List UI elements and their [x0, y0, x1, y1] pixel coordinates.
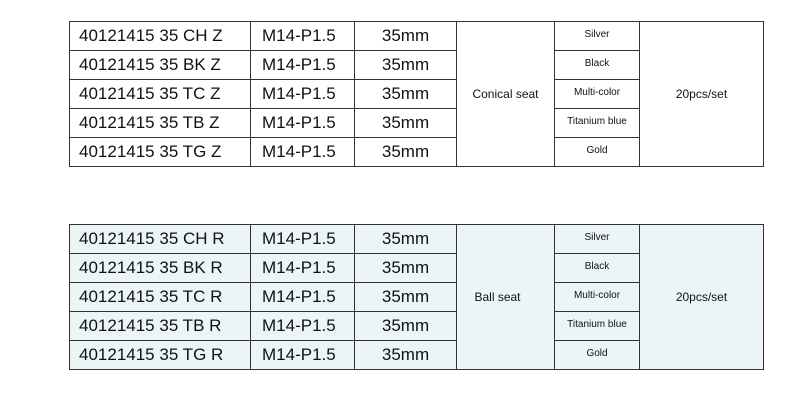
thread-cell: M14-P1.5	[251, 341, 355, 370]
part-number-cell: 40121415 35 BK R	[70, 254, 251, 283]
color-cell: Gold	[555, 138, 640, 167]
color-cell: Multi-color	[555, 283, 640, 312]
thread-cell: M14-P1.5	[251, 283, 355, 312]
part-number-cell: 40121415 35 TG R	[70, 341, 251, 370]
thread-cell: M14-P1.5	[251, 22, 355, 51]
thread-cell: M14-P1.5	[251, 254, 355, 283]
table-row	[70, 225, 764, 254]
pack-quantity-cell: 20pcs/set	[640, 225, 764, 370]
seat-type-cell: Conical seat	[457, 22, 555, 167]
thread-cell: M14-P1.5	[251, 51, 355, 80]
part-number-cell: 40121415 35 TB Z	[70, 109, 251, 138]
seat-type-label: Ball seat	[474, 290, 521, 304]
length-cell: 35mm	[355, 22, 457, 51]
thread-cell: M14-P1.5	[251, 312, 355, 341]
ball-seat-table	[69, 224, 764, 370]
color-cell: Titanium blue	[555, 109, 640, 138]
length-cell: 35mm	[355, 51, 457, 80]
thread-cell: M14-P1.5	[251, 80, 355, 109]
color-cell: Silver	[555, 22, 640, 51]
length-cell: 35mm	[355, 283, 457, 312]
thread-cell: M14-P1.5	[251, 109, 355, 138]
thread-cell: M14-P1.5	[251, 225, 355, 254]
length-cell: 35mm	[355, 138, 457, 167]
part-number-cell: 40121415 35 CH R	[70, 225, 251, 254]
pack-quantity-cell: 20pcs/set	[640, 22, 764, 167]
length-cell: 35mm	[355, 225, 457, 254]
length-cell: 35mm	[355, 341, 457, 370]
part-number-cell: 40121415 35 TC Z	[70, 80, 251, 109]
conical-seat-table	[69, 21, 764, 167]
part-number-cell: 40121415 35 CH Z	[70, 22, 251, 51]
length-cell: 35mm	[355, 80, 457, 109]
color-cell: Black	[555, 51, 640, 80]
part-number-cell: 40121415 35 TG Z	[70, 138, 251, 167]
color-cell: Multi-color	[555, 80, 640, 109]
seat-type-cell	[457, 225, 555, 370]
length-cell: 35mm	[355, 109, 457, 138]
part-number-cell: 40121415 35 BK Z	[70, 51, 251, 80]
part-number-cell: 40121415 35 TC R	[70, 283, 251, 312]
color-cell: Silver	[555, 225, 640, 254]
length-cell: 35mm	[355, 254, 457, 283]
part-number-cell: 40121415 35 TB R	[70, 312, 251, 341]
color-cell: Gold	[555, 341, 640, 370]
length-cell: 35mm	[355, 312, 457, 341]
color-cell: Titanium blue	[555, 312, 640, 341]
thread-cell: M14-P1.5	[251, 138, 355, 167]
color-cell: Black	[555, 254, 640, 283]
table-row	[70, 22, 764, 51]
